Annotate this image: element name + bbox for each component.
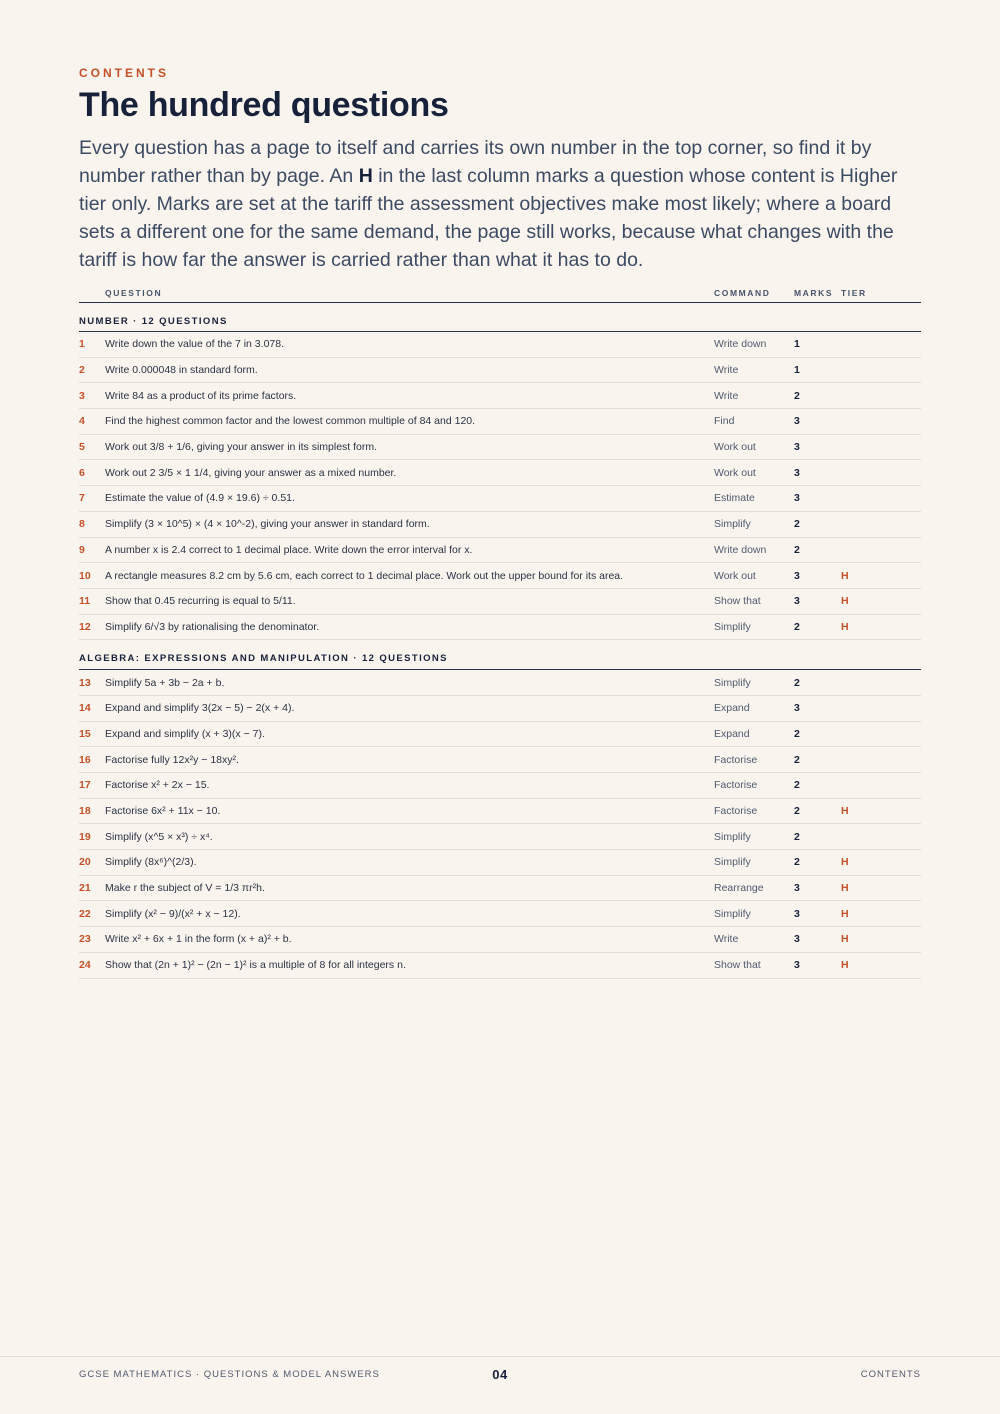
table-row [79,615,921,641]
table-row [79,460,921,486]
table-row [79,722,921,748]
command-word: Show that [714,595,761,608]
marks-value: 2 [794,518,800,531]
command-word: Write [714,933,739,946]
marks-value: 3 [794,595,800,608]
question-text: Estimate the value of (4.9 × 19.6) ÷ 0.51. [105,492,295,505]
table-row [79,747,921,773]
column-header-command: COMMAND [714,288,771,298]
command-word: Expand [714,702,750,715]
question-text: Expand and simplify 3(2x − 5) − 2(x + 4). [105,702,295,715]
intro-text-start: Every question has a page to itself and carries its own number in the top corner, so find it by number rather than by page. An [79,137,872,187]
table-row [79,383,921,409]
question-text: A rectangle measures 8.2 cm by 5.6 cm, each correct to 1 decimal place. Work out the upper bound for its area. [105,569,624,582]
question-number: 3 [79,389,85,402]
footer-page-number: 04 [492,1367,508,1382]
command-word: Work out [714,441,756,454]
column-header-question: QUESTION [105,288,163,298]
command-word: Simplify [714,830,751,843]
tier-marker: H [841,856,849,869]
page-footer [0,1356,1000,1414]
command-word: Simplify [714,676,751,689]
question-number: 15 [79,727,91,740]
marks-value: 2 [794,727,800,740]
question-number: 1 [79,338,85,351]
question-number: 22 [79,907,91,920]
intro-tier-marker: H [358,165,373,187]
command-word: Factorise [714,805,758,818]
question-number: 16 [79,753,91,766]
question-text: Make r the subject of V = 1/3 πr²h. [105,882,265,895]
question-text: A number x is 2.4 correct to 1 decimal place. Write down the error interval for x. [105,543,473,556]
command-word: Factorise [714,753,758,766]
footer-section-name: CONTENTS [860,1369,921,1380]
column-header-tier: TIER [841,288,867,298]
tier-marker: H [841,569,849,582]
marks-value: 2 [794,805,800,818]
command-word: Show that [714,959,761,972]
marks-value: 2 [794,779,800,792]
intro-text-end: in the last column marks a question whose content is Higher tier only. Marks are set at the tariff the assessment objectives make most likely; where a board sets a different one for the same demand, the page still works, because what changes with the tariff is how far the answer is carried rather than what it has to do. [79,165,898,271]
command-word: Expand [714,727,750,740]
question-text: Expand and simplify (x + 3)(x − 7). [105,727,265,740]
question-number: 12 [79,620,91,633]
marks-value: 2 [794,543,800,556]
marks-value: 3 [794,466,800,479]
question-number: 17 [79,779,91,792]
marks-value: 2 [794,389,800,402]
tier-marker: H [841,933,849,946]
marks-value: 3 [794,959,800,972]
tier-marker: H [841,620,849,633]
table-row [79,358,921,384]
question-text: Write 84 as a product of its prime factors. [105,389,297,402]
table-row [79,876,921,902]
command-word: Simplify [714,518,751,531]
question-number: 20 [79,856,91,869]
command-word: Write down [714,543,767,556]
question-text: Find the highest common factor and the lowest common multiple of 84 and 120. [105,415,476,428]
table-row [79,927,921,953]
question-text: Simplify (3 × 10^5) × (4 × 10^-2), giving your answer in standard form. [105,518,430,531]
intro-paragraph [79,134,919,274]
section-heading: NUMBER · 12 QUESTIONS [79,303,921,332]
marks-value: 3 [794,907,800,920]
command-word: Work out [714,569,756,582]
section-kicker: CONTENTS [79,66,169,80]
marks-value: 3 [794,415,800,428]
question-text: Write down the value of the 7 in 3.078. [105,338,285,351]
marks-value: 3 [794,441,800,454]
table-row [79,435,921,461]
question-number: 23 [79,933,91,946]
footer-publication-title: GCSE MATHEMATICS · QUESTIONS & MODEL ANSWERS [79,1369,380,1380]
table-row [79,799,921,825]
marks-value: 2 [794,676,800,689]
question-text: Simplify 5a + 3b − 2a + b. [105,676,225,689]
marks-value: 3 [794,702,800,715]
command-word: Find [714,415,735,428]
table-row [79,901,921,927]
question-number: 10 [79,569,91,582]
question-number: 6 [79,466,85,479]
table-row [79,589,921,615]
question-number: 2 [79,364,85,377]
marks-value: 1 [794,338,800,351]
marks-value: 3 [794,569,800,582]
column-header-marks: MARKS [794,288,834,298]
command-word: Simplify [714,620,751,633]
table-row [79,538,921,564]
question-number: 18 [79,805,91,818]
command-word: Write down [714,338,767,351]
table-row [79,824,921,850]
question-number: 21 [79,882,91,895]
command-word: Write [714,364,739,377]
tier-marker: H [841,907,849,920]
command-word: Write [714,389,739,402]
tier-marker: H [841,595,849,608]
marks-value: 1 [794,364,800,377]
marks-value: 3 [794,933,800,946]
marks-value: 2 [794,830,800,843]
question-text: Write 0.000048 in standard form. [105,364,258,377]
table-row [79,953,921,979]
question-number: 8 [79,518,85,531]
question-text: Simplify (8x⁶)^(2/3). [105,856,197,869]
question-text: Show that 0.45 recurring is equal to 5/11. [105,595,296,608]
table-row [79,696,921,722]
question-text: Work out 2 3/5 × 1 1/4, giving your answer as a mixed number. [105,466,397,479]
command-word: Work out [714,466,756,479]
table-row [79,670,921,696]
question-number: 24 [79,959,91,972]
table-row [79,563,921,589]
table-body [79,303,921,979]
question-text: Simplify (x² − 9)/(x² + x − 12). [105,907,241,920]
table-row [79,486,921,512]
question-number: 13 [79,676,91,689]
question-text: Write x² + 6x + 1 in the form (x + a)² + b. [105,933,292,946]
question-number: 9 [79,543,85,556]
question-text: Simplify 6/√3 by rationalising the denominator. [105,620,320,633]
question-number: 7 [79,492,85,505]
column-header-row [79,284,921,303]
tier-marker: H [841,805,849,818]
question-text: Simplify (x^5 × x³) ÷ x⁴. [105,830,213,843]
question-number: 19 [79,830,91,843]
question-text: Factorise fully 12x²y − 18xy². [105,753,239,766]
question-text: Factorise x² + 2x − 15. [105,779,210,792]
table-row [79,773,921,799]
marks-value: 2 [794,753,800,766]
contents-table [79,284,921,979]
page-title: The hundred questions [79,86,449,124]
question-number: 4 [79,415,85,428]
table-row [79,512,921,538]
question-text: Factorise 6x² + 11x − 10. [105,805,221,818]
tier-marker: H [841,882,849,895]
marks-value: 2 [794,856,800,869]
question-number: 14 [79,702,91,715]
command-word: Simplify [714,907,751,920]
command-word: Factorise [714,779,758,792]
marks-value: 2 [794,620,800,633]
marks-value: 3 [794,882,800,895]
question-number: 5 [79,441,85,454]
question-number: 11 [79,595,91,608]
question-text: Work out 3/8 + 1/6, giving your answer in its simplest form. [105,441,378,454]
tier-marker: H [841,959,849,972]
command-word: Estimate [714,492,755,505]
command-word: Rearrange [714,882,764,895]
section-heading: ALGEBRA: EXPRESSIONS AND MANIPULATION · 12 QUESTIONS [79,640,921,670]
table-row [79,850,921,876]
table-row [79,332,921,358]
marks-value: 3 [794,492,800,505]
question-text: Show that (2n + 1)² − (2n − 1)² is a multiple of 8 for all integers n. [105,959,406,972]
table-row [79,409,921,435]
command-word: Simplify [714,856,751,869]
